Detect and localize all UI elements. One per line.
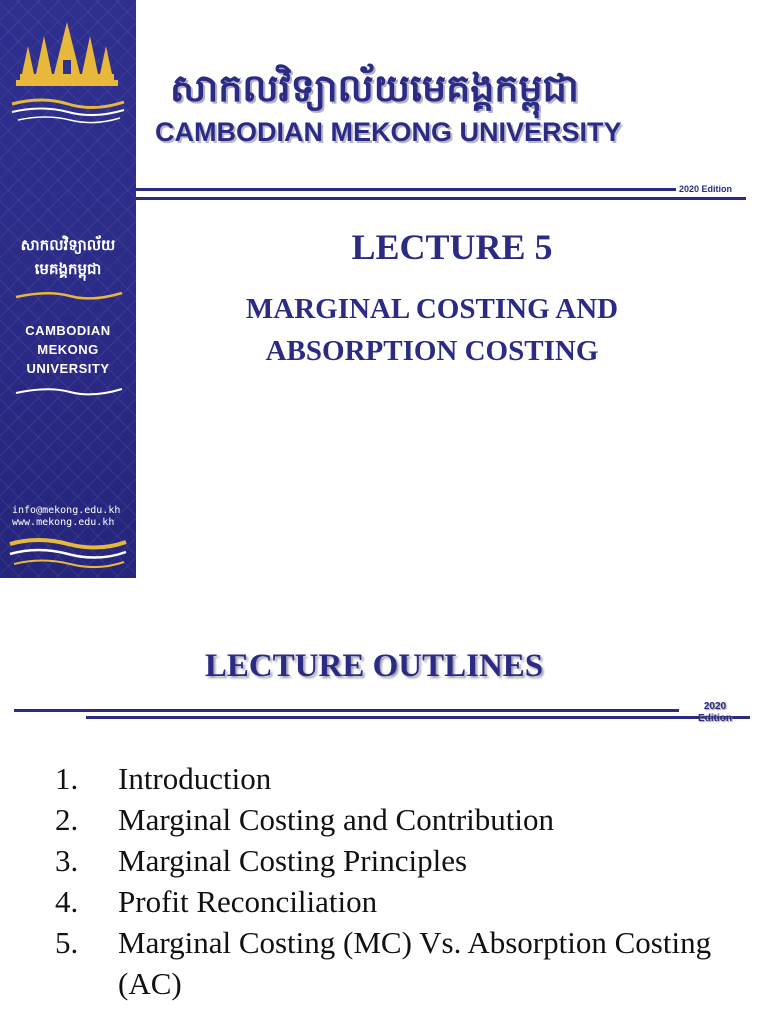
outline-edition-year: 2020 — [703, 701, 727, 712]
sidebar-english-name-line3: UNIVERSITY — [26, 361, 110, 376]
contact-website: www.mekong.edu.kh — [12, 517, 115, 528]
outline-list — [55, 758, 715, 1004]
outline-item-text: Marginal Costing and Contribution — [118, 802, 554, 837]
outline-item — [55, 758, 715, 799]
outline-divider-lower — [86, 716, 750, 719]
outline-edition-label — [694, 701, 736, 725]
outline-edition-word: Edition — [698, 713, 732, 724]
outline-item-number: 2. — [55, 802, 79, 837]
university-sidebar — [0, 0, 136, 578]
sidebar-khmer-name-line2: មេគង្គកម្ពុជា — [34, 260, 102, 278]
outline-item-text: Introduction — [118, 761, 272, 796]
angkor-temple-icon — [14, 20, 120, 90]
outline-title: LECTURE OUTLINES — [204, 648, 544, 684]
footer-wave-icon — [8, 534, 128, 574]
sidebar-contact — [12, 505, 120, 529]
outline-item-text: Marginal Costing (MC) Vs. Absorption Costing (AC) — [118, 925, 712, 1001]
outline-item — [55, 840, 715, 881]
outline-item — [55, 881, 715, 922]
outline-item-text: Profit Reconciliation — [118, 884, 378, 919]
river-wave-icon — [8, 96, 128, 126]
sidebar-khmer-name-line1: សាកលវិទ្យាល័យ — [20, 236, 116, 254]
lecture-subtitle-line2: ABSORPTION COSTING — [265, 335, 599, 367]
khmer-university-title: សាកលវិទ្យាល័យមេគង្គកម្ពុជា — [170, 66, 579, 110]
gold-wave-icon — [8, 288, 128, 302]
outline-item-number: 4. — [55, 884, 79, 919]
outline-item-number: 5. — [55, 925, 79, 960]
lecture-subtitle — [136, 288, 728, 372]
outline-item — [55, 922, 715, 1004]
white-wave-icon — [8, 384, 128, 398]
outline-item — [55, 799, 715, 840]
header-divider-lower — [136, 197, 746, 200]
outline-item-text: Marginal Costing Principles — [118, 843, 468, 878]
contact-email: info@mekong.edu.kh — [12, 505, 121, 516]
sidebar-english-name-line2: MEKONG — [37, 342, 99, 357]
outline-item-number: 1. — [55, 761, 79, 796]
english-university-title: CAMBODIAN MEKONG UNIVERSITY — [155, 117, 622, 147]
lecture-number: LECTURE 5 — [351, 227, 553, 267]
outline-slide — [0, 578, 768, 1024]
lecture-subtitle-line1: MARGINAL COSTING AND — [245, 293, 619, 325]
sidebar-english-name-line1: CAMBODIAN — [25, 323, 111, 338]
outline-item-number: 3. — [55, 843, 79, 878]
header-divider-upper — [136, 188, 676, 191]
edition-label: 2020 Edition — [679, 184, 733, 194]
outline-divider-upper — [14, 709, 679, 712]
